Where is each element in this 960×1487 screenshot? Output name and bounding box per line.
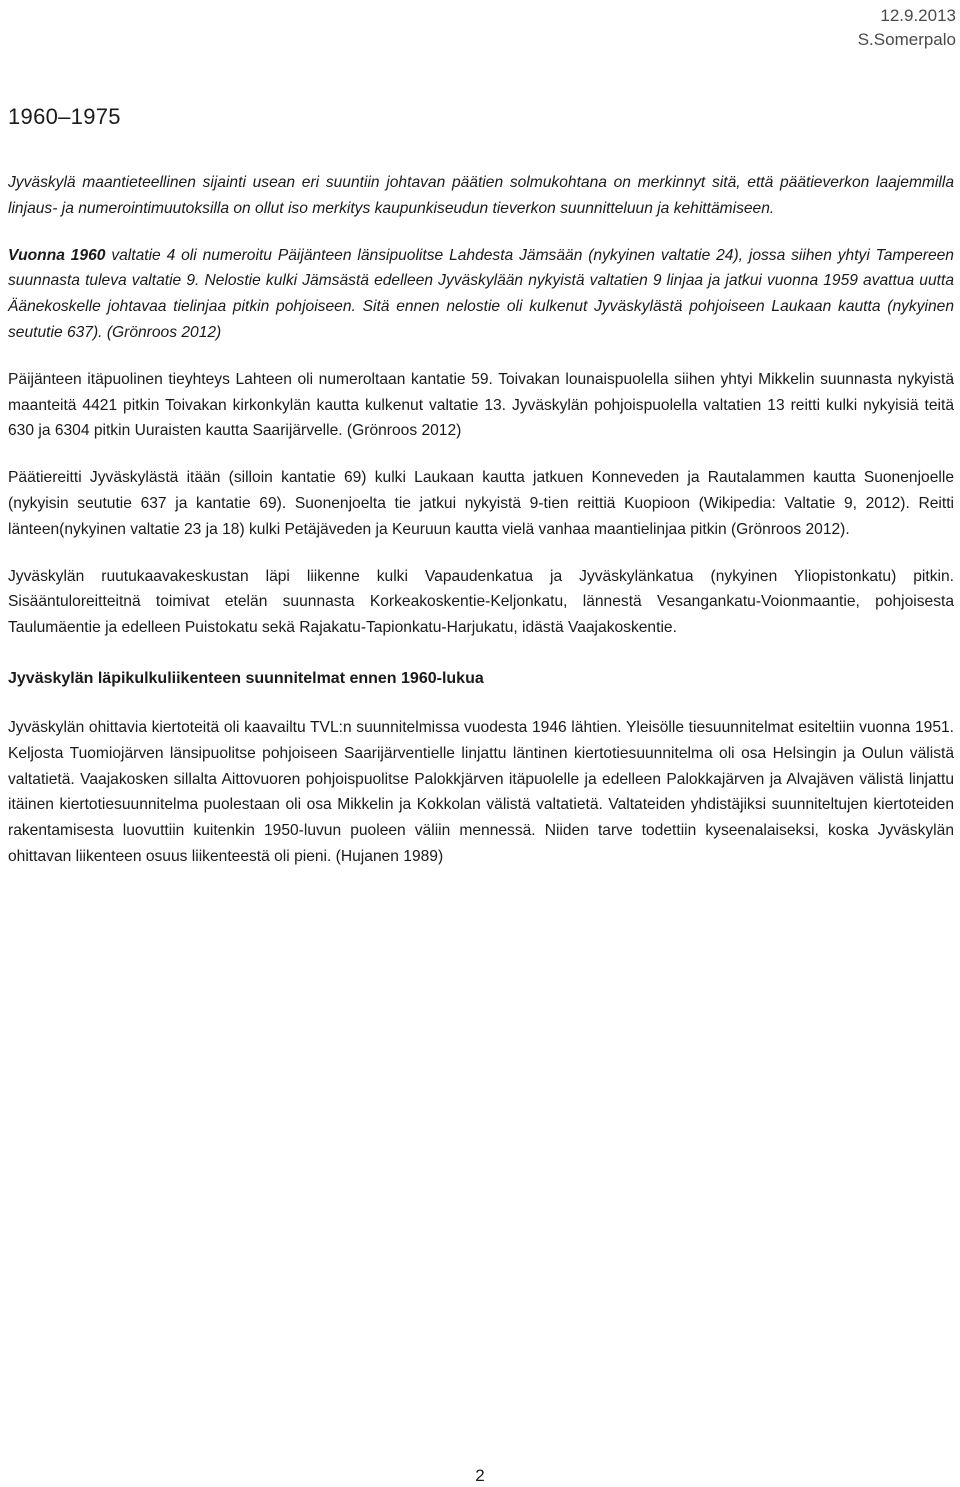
- paragraph-main-route-east: Päätiereitti Jyväskylästä itään (silloin kantatie 69) kulki Laukaan kautta jatkuen Konneveden ja Rautalammen kautta Suonenjoelle (nykyisin seututie 637 ja kantatie 69). Suonenjoelta tie jatkui nykyistä 9-tien reittiä Kuopioon (Wikipedia: Valtatie 9, 2012). Reitti länteen(nykyinen valtatie 23 ja 18) kulki Petäjäveden ja Keuruun kautta vielä vanhaa maantielinjaa pitkin (Grönroos 2012).: [8, 469, 954, 538]
- paragraph-east-route: Päijänteen itäpuolinen tieyhteys Lahteen oli numeroltaan kantatie 59. Toivakan lounaispuolella siihen yhtyi Mikkelin suunnasta nykyistä maanteitä 4421 pitkin Toivakan kirkonkylän kautta kulkenut valtatie 13. Jyväskylän pohjoispuolella valtatien 13 reitti kulki nykyisiä teitä 630 ja 6304 pitkin Uuraisten kautta Saarijärvelle. (Grönroos 2012): [8, 370, 954, 440]
- document-header: [858, 4, 956, 52]
- paragraph-bypass-plans: Jyväskylän ohittavia kiertoteitä oli kaavailtu TVL:n suunnitelmissa vuodesta 1946 lähtien. Yleisölle tiesuunnitelmat esiteltiin vuonna 1951. Keljosta Tuomiojärven länsipuolitse pohjoiseen Saarijärventielle linjattu läntinen kiertotiesuunnitelma oli osa Helsingin ja Oulun välistä valtatietä. Vaajakosken sillalta Aittovuoren pohjoispuolitse Palokkjärven itäpuolelle ja edelleen Palokkajärven ja Alvajäven välistä linjattu itäinen kiertotiesuunnitelma puolestaan oli osa Mikkelin ja Kokkolan välistä valtatietä. Valtateiden yhdistäjiksi suunniteltujen kiertoteiden rakentamisesta luovuttiin kuitenkin 1950-luvun puoleen väliin mennessä. Niiden tarve todettiin kyseenalaiseksi, koska Jyväskylän ohittavan liikenteen osuus liikenteestä oli pieni. (Hujanen 1989): [8, 718, 954, 865]
- header-date: 12.9.2013: [880, 6, 956, 25]
- paragraph-1960-routes: [8, 243, 954, 346]
- sub-heading: Jyväskylän läpikulkuliikenteen suunnitelmat ennen 1960-lukua: [8, 669, 484, 687]
- header-author: S.Somerpalo: [857, 30, 956, 49]
- paragraph-city-center-traffic: Jyväskylän ruutukaavakeskustan läpi liikenne kulki Vapaudenkatua ja Jyväskylänkatua (nykyinen Yliopistonkatu) pitkin. Sisääntuloreitteitnä toimivat etelän suunnasta Korkeakoskentie-Keljonkatu, lännestä Vesangankatu-Voionmaantie, pohjoisesta Taulumäentie ja edelleen Puistokatu sekä Rajakatu-Tapionkatu-Harjukatu, idästä Vaajakoskentie.: [8, 567, 954, 637]
- section-title: 1960–1975: [8, 104, 121, 129]
- paragraph-intro: Jyväskylä maantieteellinen sijainti usean eri suuntiin johtavan päätien solmukohtana on merkinnyt sitä, että päätieverkon laajemmilla linjaus- ja numerointimuutoksilla on ollut iso merkitys kaupunkiseudun tieverkon suunnitteluun ja kehittämiseen.: [8, 174, 954, 217]
- paragraph-body: valtatie 4 oli numeroitu Päijänteen länsipuolitse Lahdesta Jämsään (nykyinen valtatie 24), jossa siihen yhtyi Tampereen suunnasta tuleva valtatie 9. Nelostie kulki Jämsästä edelleen Jyväskylään nykyistä valtatien 9 linjaa ja jatkui vuonna 1959 avattua uutta Äänekoskelle johtavaa tielinjaa pitkin pohjoiseen. Sitä ennen nelostie oli kulkenut Jyväskylästä pohjoiseen Laukaan kautta (nykyinen seututie 637). (Grönroos 2012): [8, 246, 954, 341]
- page-number: 2: [475, 1466, 485, 1485]
- page-content: [8, 102, 954, 891]
- paragraph-lead-bold: Vuonna 1960: [8, 246, 106, 264]
